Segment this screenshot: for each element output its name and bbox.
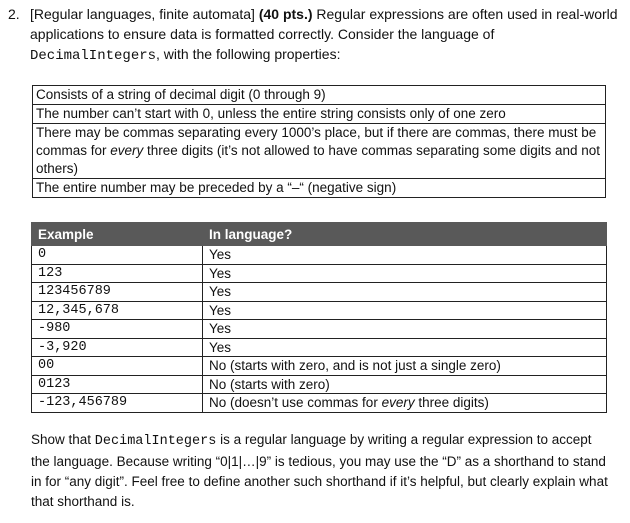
- language-name: DecimalIntegers: [30, 48, 157, 64]
- property-cell: The entire number may be preceded by a “–“ (negative sign): [33, 179, 606, 198]
- example-cell: -980: [32, 320, 203, 339]
- example-cell: 0123: [32, 375, 203, 394]
- property-row: [33, 86, 606, 105]
- example-cell: 0: [32, 246, 203, 265]
- answer-cell: Yes: [203, 246, 607, 265]
- question-topic: [Regular languages, finite automata]: [30, 6, 255, 22]
- answer-cell: [203, 394, 607, 413]
- table-row: [32, 264, 607, 283]
- example-cell: -123,456789: [32, 394, 203, 413]
- question-text: [30, 4, 620, 66]
- answer-text: three digits): [414, 395, 489, 411]
- table-row: [32, 338, 607, 357]
- table-row: [32, 394, 607, 413]
- property-emphasis: every: [110, 143, 144, 158]
- answer-cell: No (starts with zero, and is not just a single zero): [203, 357, 607, 376]
- question-points: (40 pts.): [258, 6, 313, 22]
- table-row: [32, 301, 607, 320]
- answer-cell: No (starts with zero): [203, 375, 607, 394]
- table-row: [32, 357, 607, 376]
- property-text: There may be commas separating every 1000’s place, but if there are commas, there must be commas for: [36, 125, 597, 158]
- question-prompt: [8, 4, 620, 66]
- example-cell: 00: [32, 357, 203, 376]
- example-cell: 123456789: [32, 283, 203, 302]
- example-cell: -3,920: [32, 338, 203, 357]
- property-row: [33, 124, 606, 179]
- question-intro-2: , with the following properties:: [156, 46, 341, 62]
- answer-cell: Yes: [203, 301, 607, 320]
- property-cell: [33, 124, 606, 179]
- answer-cell: Yes: [203, 320, 607, 339]
- answer-cell: Yes: [203, 264, 607, 283]
- answer-cell: Yes: [203, 283, 607, 302]
- question-intro-1: Regular expressions are often used in real-world applications to ensure data is formatted correctly. Consider the language of: [30, 6, 618, 42]
- examples-header-row: [32, 223, 607, 246]
- answer-emphasis: every: [381, 395, 415, 411]
- examples-table: [31, 222, 607, 413]
- table-row: [32, 375, 607, 394]
- answer-text: No (doesn’t use commas for: [209, 395, 382, 411]
- property-text: three digits (it’s not allowed to have commas separating some digits and not others): [36, 143, 601, 176]
- property-cell: The number can’t start with 0, unless the entire string consists only of one zero: [33, 105, 606, 124]
- closing-text: Show that: [31, 432, 95, 447]
- properties-table: [32, 85, 606, 198]
- answer-cell: Yes: [203, 338, 607, 357]
- example-cell: 123: [32, 264, 203, 283]
- property-row: [33, 179, 606, 198]
- property-row: [33, 105, 606, 124]
- table-row: [32, 246, 607, 265]
- closing-instructions: [31, 430, 611, 512]
- header-in-language: In language?: [203, 223, 607, 246]
- question-number: 2.: [8, 6, 20, 22]
- language-name: DecimalIntegers: [94, 434, 217, 449]
- table-row: [32, 283, 607, 302]
- header-example: Example: [32, 223, 203, 246]
- property-cell: Consists of a string of decimal digit (0 through 9): [33, 86, 606, 105]
- closing-text: is a regular language by writing a regular expression to accept the language. Because writing “0|1|…|9” is tedious, you may use the “D” as a shorthand to stand in for “any digit”. Feel free to define another such shorthand if it’s helpful, but clearly explain what that shorthand is.: [31, 432, 608, 509]
- example-cell: 12,345,678: [32, 301, 203, 320]
- table-row: [32, 320, 607, 339]
